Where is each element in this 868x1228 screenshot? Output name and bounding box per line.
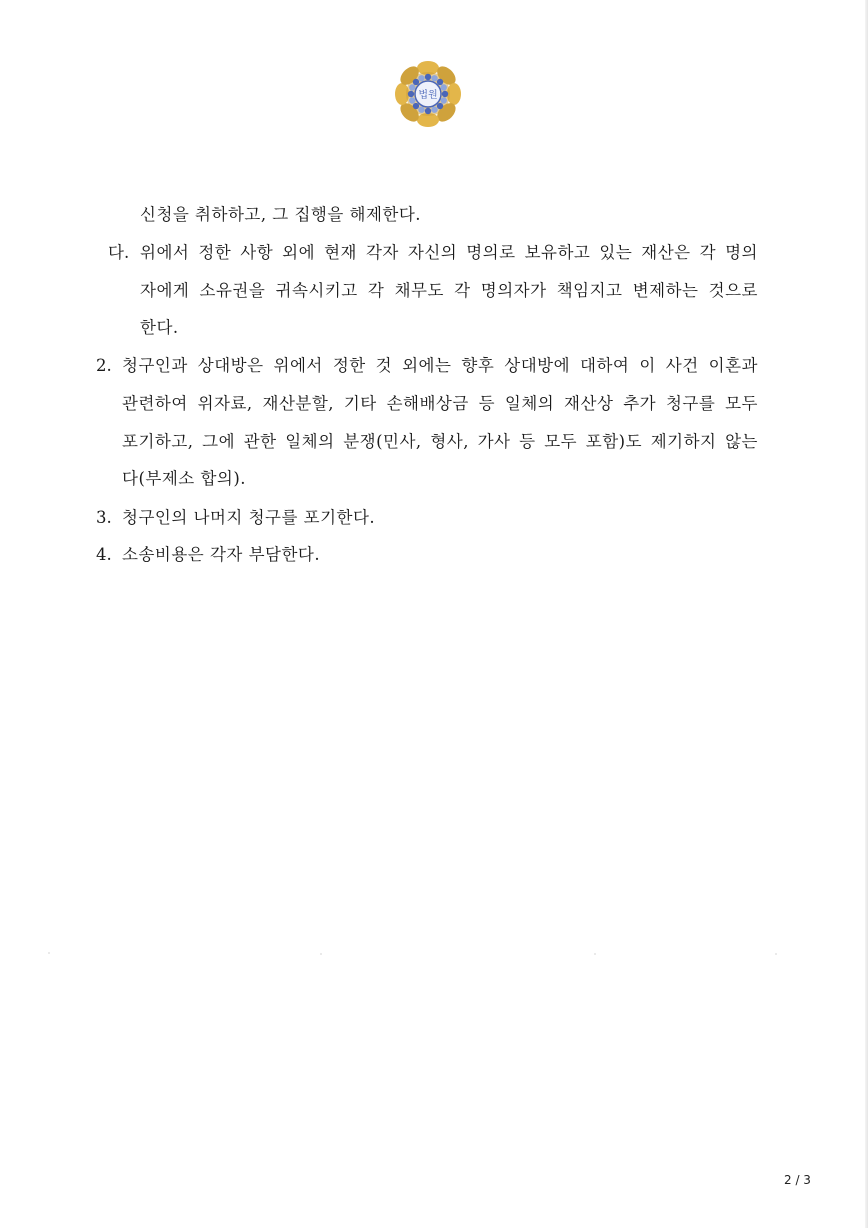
seal-bead xyxy=(441,97,447,103)
line-1-text: 신청을 취하하고, 그 집행을 해제한다. xyxy=(140,205,422,224)
line-5-text: 청구인과 상대방은 위에서 정한 것 외에는 향후 상대방에 대하여 이 사건 이혼과 xyxy=(122,356,758,375)
seal-bead xyxy=(431,107,437,113)
seal-bead xyxy=(442,91,448,97)
seal-bead xyxy=(413,103,419,109)
seal-bead xyxy=(441,84,447,90)
line-7-text: 포기하고, 그에 관한 일체의 분쟁(민사, 형사, 가사 등 모두 포함)도 제기하지 않는 xyxy=(122,432,758,451)
seal-bead xyxy=(418,107,424,113)
line-5-marker: 2. xyxy=(96,356,112,375)
line-8-text: 다(부제소 합의). xyxy=(122,469,246,488)
scan-mark xyxy=(48,952,50,954)
scan-mark xyxy=(320,953,322,955)
line-2-text: 위에서 정한 사항 외에 현재 각자 자신의 명의로 보유하고 있는 재산은 각 명의 xyxy=(140,243,758,262)
seal-bead xyxy=(413,79,419,85)
line-4-text: 한다. xyxy=(140,318,179,337)
scan-mark xyxy=(775,953,777,955)
seal-bead xyxy=(418,75,424,81)
line-6-text: 관련하여 위자료, 재산분할, 기타 손해배상금 등 일체의 재산상 추가 청구를 모두 xyxy=(122,394,758,413)
line-10-text: 소송비용은 각자 부담한다. xyxy=(122,545,321,564)
seal-bead xyxy=(425,108,431,114)
line-2-marker: 다. xyxy=(108,243,130,262)
line-9-text: 청구인의 나머지 청구를 포기한다. xyxy=(122,508,376,527)
page-number: 2 / 3 xyxy=(784,1173,811,1187)
seal-bead xyxy=(425,74,431,80)
court-seal-emblem xyxy=(388,54,468,134)
line-3-text: 자에게 소유권을 귀속시키고 각 채무도 각 명의자가 책임지고 변제하는 것으로 xyxy=(140,281,758,300)
line-9-marker: 3. xyxy=(96,508,112,527)
seal-bead xyxy=(431,75,437,81)
seal-bead xyxy=(408,91,414,97)
seal-bead xyxy=(437,79,443,85)
seal-bead xyxy=(409,97,415,103)
scan-mark xyxy=(594,953,596,955)
line-10-marker: 4. xyxy=(96,545,112,564)
seal-bead xyxy=(437,103,443,109)
seal-bead xyxy=(409,84,415,90)
seal-text: 법원 xyxy=(418,90,438,101)
